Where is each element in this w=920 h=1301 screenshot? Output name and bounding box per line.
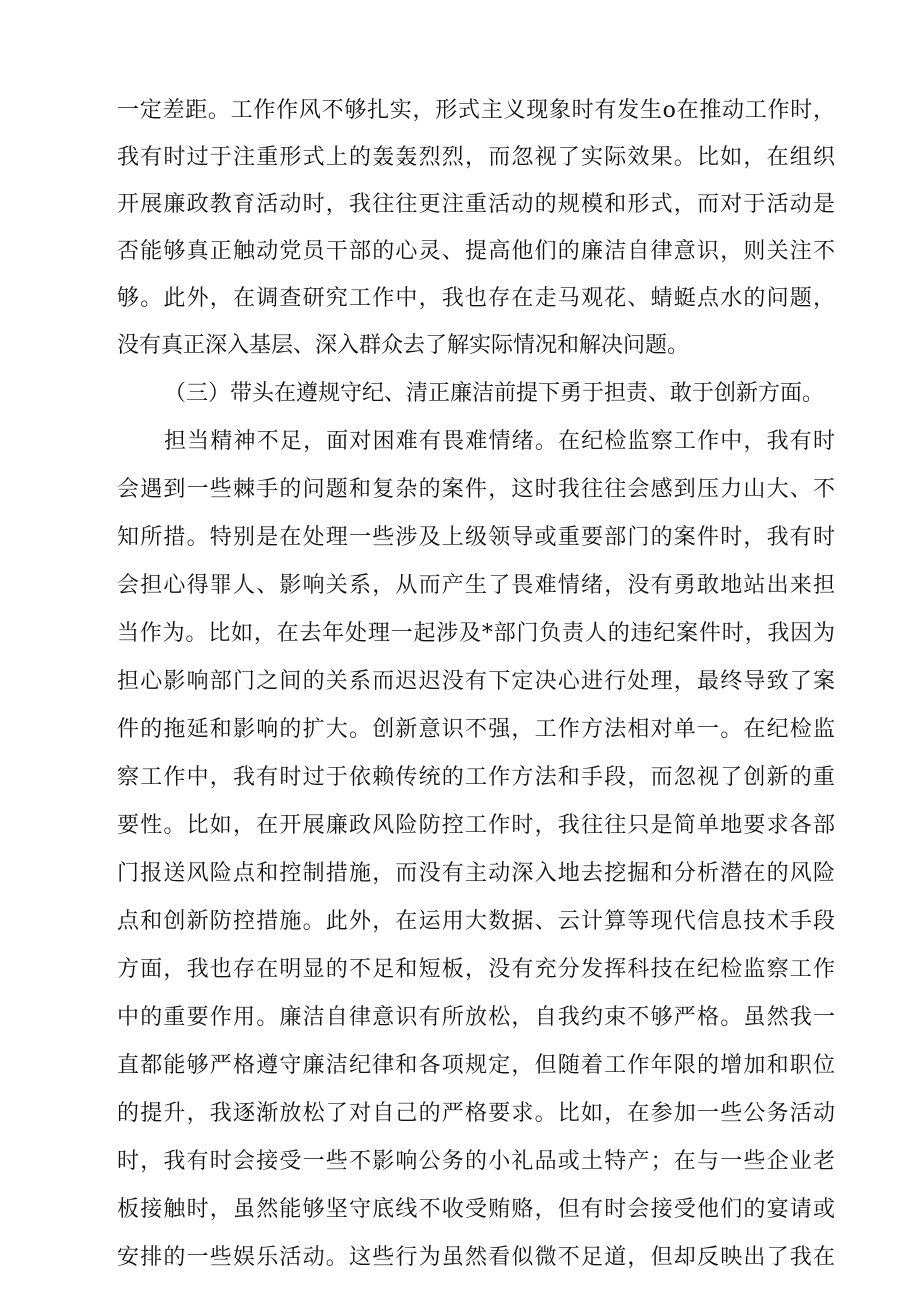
text-line: 一定差距。工作作风不够扎实，形式主义现象时有发生o在推动工作时， (117, 98, 835, 123)
text-line: 直都能够严格遵守廉洁纪律和各项规定，但随着工作年限的增加和职位 (117, 1053, 835, 1078)
text-line: 会担心得罪人、影响关系，从而产生了畏难情绪，没有勇敢地站出来担 (117, 573, 835, 598)
text-line: 够。此外，在调查研究工作中，我也存在走马观花、蜻蜓点水的问题， (117, 286, 835, 311)
text-line: 安排的一些娱乐活动。这些行为虽然看似微不足道，但却反映出了我在 (117, 1245, 835, 1270)
text-line: 知所措。特别是在处理一些涉及上级领导或重要部门的案件时，我有时 (117, 525, 835, 550)
paragraph-last-line: 没有真正深入基层、深入群众去了解实际情况和解决问题。 (117, 333, 690, 358)
text-line: 开展廉政教育活动时，我往往更注重活动的规模和形式，而对于活动是 (117, 192, 835, 217)
text-line: 板接触时，虽然能够坚守底线不收受贿赂，但有时会接受他们的宴请或 (117, 1197, 835, 1222)
text-line: 的提升，我逐渐放松了对自己的严格要求。比如，在参加一些公务活动 (117, 1101, 835, 1126)
text-line: 会遇到一些棘手的问题和复杂的案件，这时我往往会感到压力山大、不 (117, 477, 835, 502)
text-line: 担心影响部门之间的关系而迟迟没有下定决心进行处理，最终导致了案 (117, 669, 835, 694)
text-line: 方面，我也存在明显的不足和短板，没有充分发挥科技在纪检监察工作 (117, 957, 835, 982)
section-heading: （三）带头在遵规守纪、清正廉洁前提下勇于担责、敢于创新方面。 (164, 381, 825, 406)
text-line: 点和创新防控措施。此外，在运用大数据、云计算等现代信息技术手段 (117, 909, 835, 934)
paragraph-first-line: 担当精神不足，面对困难有畏难情绪。在纪检监察工作中，我有时 (164, 429, 835, 454)
text-line: 中的重要作用。廉洁自律意识有所放松，自我约束不够严格。虽然我一 (117, 1005, 835, 1030)
text-line: 当作为。比如，在去年处理一起涉及*部门负责人的违纪案件时，我因为 (117, 621, 835, 646)
text-line: 否能够真正触动党员干部的心灵、提高他们的廉洁自律意识，则关注不 (117, 239, 835, 264)
text-line: 察工作中，我有时过于依赖传统的工作方法和手段，而忽视了创新的重 (117, 765, 835, 790)
text-line: 件的拖延和影响的扩大。创新意识不强，工作方法相对单一。在纪检监 (117, 717, 835, 742)
text-line: 门报送风险点和控制措施，而没有主动深入地去挖掘和分析潜在的风险 (117, 861, 835, 886)
text-line: 时，我有时会接受一些不影响公务的小礼品或土特产；在与一些企业老 (117, 1149, 835, 1174)
text-line: 我有时过于注重形式上的轰轰烈烈，而忽视了实际效果。比如，在组织 (117, 145, 835, 170)
text-line: 要性。比如，在开展廉政风险防控工作时，我往往只是简单地要求各部 (117, 813, 835, 838)
